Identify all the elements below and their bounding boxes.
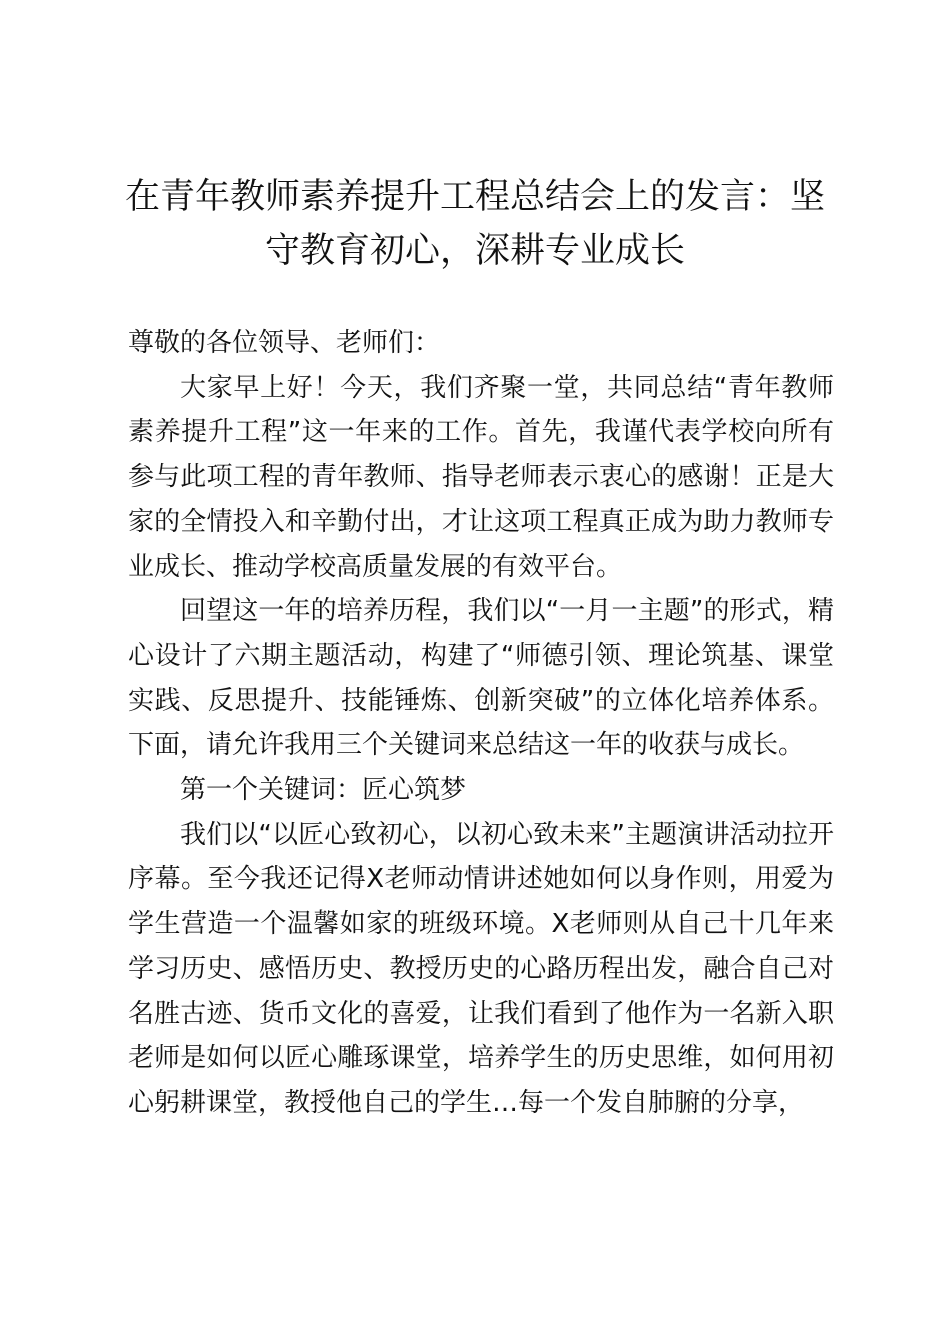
paragraph: 我们以“以匠心致初心，以初心致未来”主题演讲活动拉开序幕。至今我还记得X老师动情讲述她如何以身作则，用爱为学生营造一个温馨如家的班级环境。X老师则从自己十几年来学习历史、感悟历史、教授历史的心路历程出发，融合自己对名胜古迹、货币文化的喜爱，让我们看到了他作为一名新入职老师是如何以匠心雕琢课堂，培养学生的历史思维，如何用初心躬耕课堂，教授他自己的学生…每一个发自肺腑的分享， — [128, 819, 834, 1118]
document-body — [128, 321, 834, 1126]
paragraph: 回望这一年的培养历程，我们以“一月一主题”的形式，精心设计了六期主题活动，构建了“师德引领、理论筑基、课堂实践、反思提升、技能锤炼、创新突破”的立体化培养体系。下面，请允许我用三个关键词来总结这一年的收获与成长。 — [128, 596, 834, 761]
paragraph: 大家早上好！今天，我们齐聚一堂，共同总结“青年教师素养提升工程”这一年来的工作。首先，我谨代表学校向所有参与此项工程的青年教师、指导老师表示衷心的感谢！正是大家的全情投入和辛勤付出，才让这项工程真正成为助力教师专业成长、推动学校高质量发展的有效平台。 — [128, 372, 834, 582]
salutation: 尊敬的各位领导、老师们： — [128, 328, 441, 358]
document-title: 在青年教师素养提升工程总结会上的发言：坚守教育初心，深耕专业成长 — [124, 177, 825, 271]
section-heading: 第一个关键词：匠心筑梦 — [180, 775, 467, 806]
